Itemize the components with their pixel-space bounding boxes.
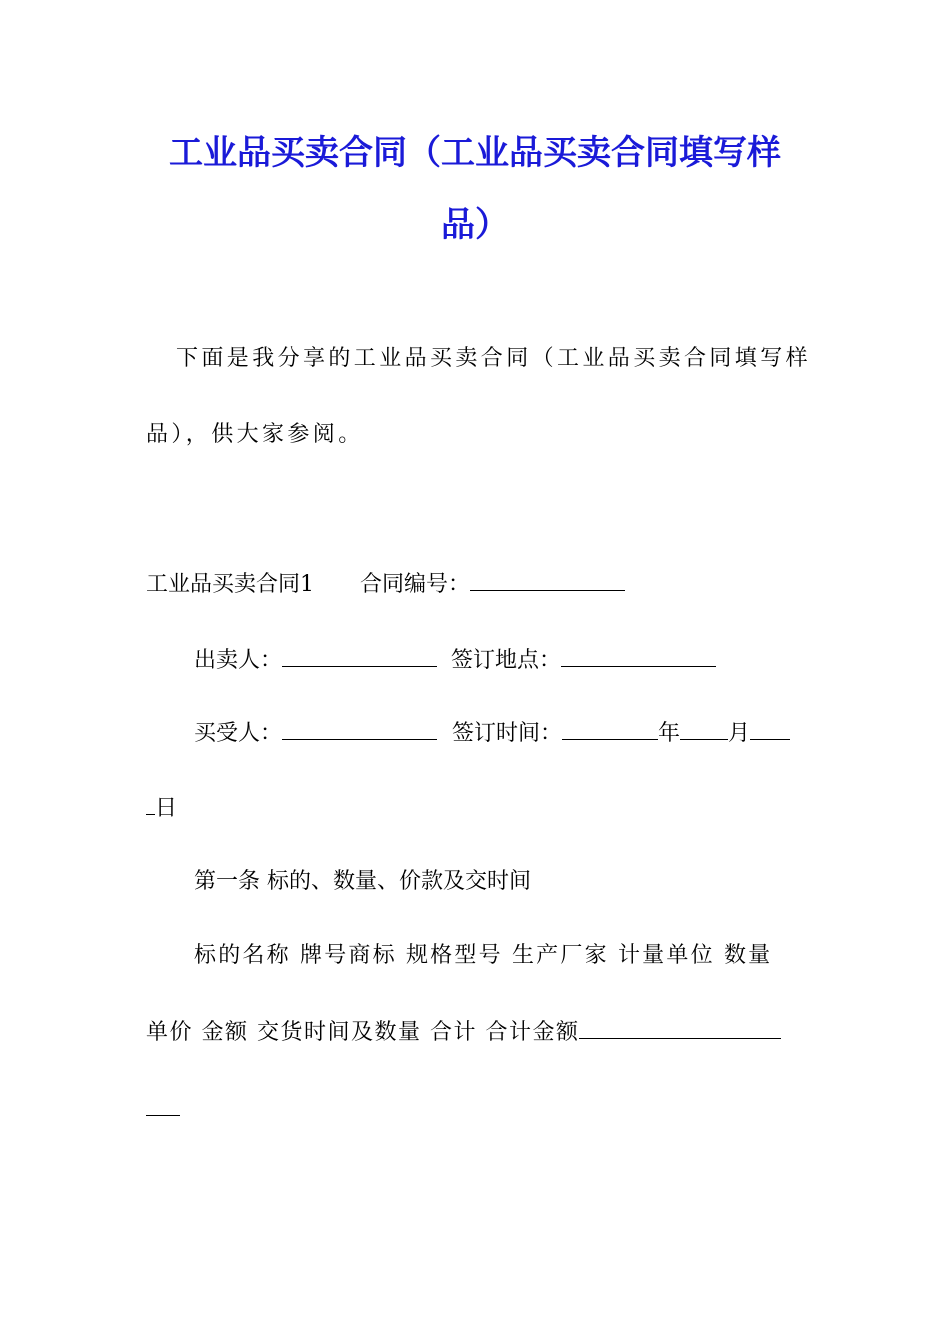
day-label: 日 <box>155 796 178 821</box>
contract-heading: 工业品买卖合同1 <box>146 572 314 597</box>
seller-line <box>194 644 716 676</box>
document-title-line-2: 品） <box>441 205 509 245</box>
day-line <box>146 792 177 824</box>
sign-day-blank-part2 <box>146 792 155 815</box>
sign-place-blank <box>561 644 716 667</box>
total-amount-blank-part1 <box>579 1016 781 1039</box>
sign-month-blank <box>680 717 728 740</box>
fields-line-2 <box>146 1016 781 1048</box>
seller-blank <box>282 644 437 667</box>
year-label: 年 <box>658 721 681 746</box>
contract-number-label: 合同编号： <box>360 572 471 597</box>
month-label: 月 <box>728 721 751 746</box>
fields-line-2-text: 单价 金额 交货时间及数量 合计 合计金额 <box>146 1020 580 1045</box>
seller-label: 出卖人： <box>194 648 283 673</box>
sign-time-label: 签订时间： <box>452 721 563 746</box>
article-1-heading: 第一条 标的、数量、价款及交时间 <box>194 869 531 894</box>
fields-line-1: 标的名称 牌号商标 规格型号 生产厂家 计量单位 数量 <box>194 943 773 968</box>
contract-number-blank <box>470 568 625 591</box>
intro-paragraph-line-1: 下面是我分享的工业品买卖合同（工业品买卖合同填写样 <box>176 346 812 371</box>
buyer-blank <box>282 717 437 740</box>
sign-place-label: 签订地点： <box>451 648 562 673</box>
buyer-line <box>194 717 790 749</box>
sign-year-blank <box>562 717 658 740</box>
contract-header-line <box>146 568 625 600</box>
total-amount-blank-part2 <box>146 1093 180 1116</box>
buyer-label: 买受人： <box>194 721 283 746</box>
intro-paragraph-line-2: 品），供大家参阅。 <box>146 422 364 447</box>
total-amount-continuation <box>146 1093 180 1125</box>
document-title-line-1: 工业品买卖合同（工业品买卖合同填写样 <box>169 133 781 173</box>
sign-day-blank-part1 <box>750 717 790 740</box>
